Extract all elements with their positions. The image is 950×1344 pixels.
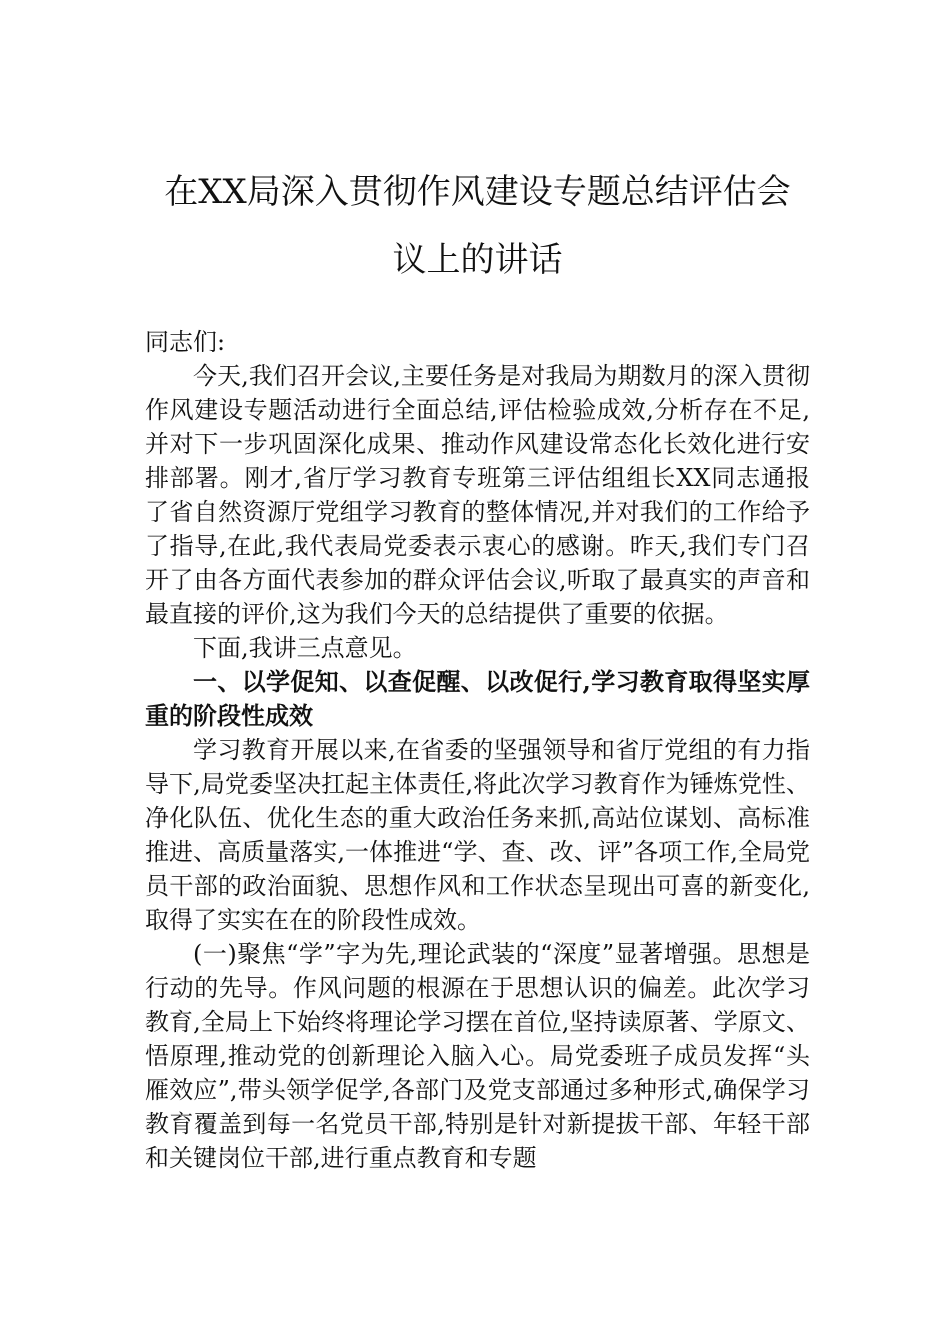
- title-line-2: 议上的讲话: [392, 240, 563, 280]
- document-title: [145, 158, 810, 294]
- paragraph-subsection-1: (一)聚焦“学”字为先,理论武装的“深度”显著增强。思想是行动的先导。作风问题的根源在于思想认识的偏差。此次学习教育,全局上下始终将理论学习摆在首位,坚持读原著、学原文、悟原理,推动党的创新理论入脑入心。局党委班子成员发挥“头雁效应”,带头领学促学,各部门及党支部通过多种形式,确保学习教育覆盖到每一名党员干部,特别是针对新提拔干部、年轻干部和关键岗位干部,进行重点教育和专题: [145, 940, 810, 1172]
- document-body: [145, 325, 810, 1175]
- section-heading-1: 一、以学促知、以查促醒、以改促行,学习教育取得坚实厚重的阶段性成效: [145, 667, 810, 730]
- paragraph-outline: 下面,我讲三点意见。: [193, 634, 417, 662]
- paragraph-section-1: 学习教育开展以来,在省委的坚强领导和省厅党组的有力指导下,局党委坚决扛起主体责任,将此次学习教育作为锤炼党性、净化队伍、优化生态的重大政治任务来抓,高站位谋划、高标准推进、高质量落实,一体推进“学、查、改、评”各项工作,全局党员干部的政治面貌、思想作风和工作状态呈现出可喜的新变化,取得了实实在在的阶段性成效。: [145, 736, 810, 934]
- salutation: 同志们:: [145, 328, 226, 356]
- paragraph-intro: 今天,我们召开会议,主要任务是对我局为期数月的深入贯彻作风建设专题活动进行全面总结,评估检验成效,分析存在不足,并对下一步巩固深化成果、推动作风建设常态化长效化进行安排部署。刚才,省厅学习教育专班第三评估组组长XX同志通报了省自然资源厅党组学习教育的整体情况,并对我们的工作给予了指导,在此,我代表局党委表示衷心的感谢。昨天,我们专门召开了由各方面代表参加的群众评估会议,听取了最真实的声音和最直接的评价,这为我们今天的总结提供了重要的依据。: [145, 362, 810, 628]
- title-line-1: 在XX局深入贯彻作风建设专题总结评估会: [164, 172, 791, 212]
